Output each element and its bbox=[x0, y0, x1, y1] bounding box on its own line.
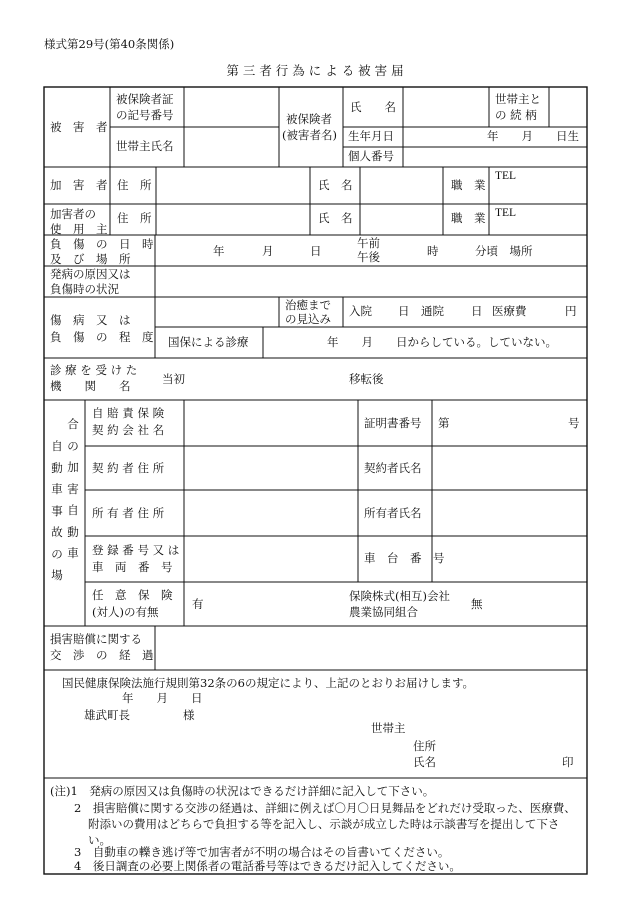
note-4: 4 後日調査の必要上関係者の電話番号等はできるだけ記入してください。 bbox=[74, 859, 461, 873]
head-name-label: 世帯主氏名 bbox=[116, 139, 174, 153]
note-2c: い。 bbox=[88, 833, 111, 847]
outpatient-day: 日 bbox=[471, 304, 483, 318]
insured-label-1: 被保険者 bbox=[286, 112, 332, 126]
negotiation-label-1: 損害賠償に関する bbox=[50, 632, 142, 646]
declaration-addressee: 雄武町長 bbox=[84, 708, 130, 722]
insurer-type-2: 農業協同組合 bbox=[349, 604, 418, 619]
page-title: 第 三 者 行 為 に よ る 被 害 届 bbox=[226, 63, 404, 78]
institution-label-2: 機 関 名 bbox=[50, 378, 131, 393]
registration-no-label bbox=[92, 542, 179, 575]
institution-label bbox=[50, 363, 137, 394]
assailant-name-field[interactable] bbox=[361, 168, 442, 203]
car-v2-2: 加 bbox=[67, 460, 79, 474]
employer-tel-label[interactable]: TEL bbox=[495, 207, 517, 219]
outpatient-label: 通院 bbox=[421, 304, 444, 318]
assailant-address-label: 住 所 bbox=[117, 178, 152, 192]
cause-label-1: 発病の原因又は bbox=[50, 267, 131, 281]
car-v2-6: 車 bbox=[67, 546, 79, 560]
employer-address-label: 住 所 bbox=[117, 211, 152, 225]
injury-hour: 時 bbox=[427, 244, 439, 258]
contractor-address-label: 契 約 者 住 所 bbox=[92, 461, 165, 475]
declaration-date[interactable]: 年 月 日 bbox=[122, 691, 203, 705]
seal-mark: 印 bbox=[562, 755, 574, 769]
victim-name-label: 氏 名 bbox=[350, 100, 396, 114]
note-3: 3 自動車の轢き逃げ等で加害者が不明の場合はその旨書いてください。 bbox=[74, 845, 450, 859]
contractor-address-field[interactable] bbox=[185, 447, 357, 489]
insurance-company-label-1: 自 賠 責 保 険 bbox=[92, 406, 165, 420]
cause-label-2: 負傷時の状況 bbox=[50, 281, 119, 296]
injury-degree-field[interactable] bbox=[156, 298, 278, 326]
personal-number-field[interactable] bbox=[404, 148, 586, 166]
birthdate-ymd[interactable]: 年 月 日生 bbox=[487, 129, 579, 143]
owner-name-field[interactable] bbox=[433, 491, 586, 535]
insurance-company-field[interactable] bbox=[185, 401, 357, 445]
certificate-suffix: 号 bbox=[568, 416, 580, 430]
householder-label: 世帯主 bbox=[371, 721, 406, 735]
chassis-no-field[interactable] bbox=[433, 537, 586, 581]
employer-label-1: 加害者の bbox=[50, 207, 96, 221]
employer-label-2: 使 用 主 bbox=[50, 221, 108, 236]
employer-address-field[interactable] bbox=[157, 205, 309, 234]
head-name-field[interactable] bbox=[185, 128, 278, 166]
insurer-type-1: 保険株式(相互)会社 bbox=[349, 589, 450, 603]
nhi-treatment-label: 国保による診療 bbox=[168, 335, 249, 349]
injury-date-label bbox=[50, 237, 154, 267]
contractor-name-field[interactable] bbox=[433, 447, 586, 489]
car-v1-5: の bbox=[51, 546, 63, 561]
injury-date-label-1: 負 傷 の 日 時 bbox=[50, 237, 154, 251]
car-v1-1: 動 bbox=[51, 460, 63, 475]
note-1: (注)1 発病の原因又は負傷時の状況はできるだけ詳細に記入して下さい。 bbox=[50, 784, 435, 798]
owner-address-field[interactable] bbox=[185, 491, 357, 535]
degree-label bbox=[50, 312, 154, 345]
cure-estimate-label-2: の見込み bbox=[285, 312, 331, 327]
car-v1-4: 故 bbox=[51, 525, 63, 539]
note-2a: 2 損害賠償に関する交渉の経過は、詳細に例えば〇月〇日見舞品をどれだけ受取った、医療費、 bbox=[74, 801, 576, 815]
relation-label-1: 世帯主と bbox=[495, 92, 541, 106]
insured-label bbox=[282, 111, 337, 143]
assailant-name-label: 氏 名 bbox=[318, 178, 353, 192]
car-v1-6: 場 bbox=[51, 568, 63, 582]
car-v2-0: 合 bbox=[67, 417, 79, 431]
form-number: 様式第29号(第40条関係) bbox=[44, 37, 175, 51]
institution-label-1: 診 療 を 受 け た bbox=[50, 363, 138, 377]
declaration-statement: 国民健康保険法施行規則第32条の6の規定により、上記のとおりお届けします。 bbox=[62, 676, 475, 690]
injury-month: 月 bbox=[262, 244, 274, 258]
certificate-no-label: 証明書番号 bbox=[364, 416, 422, 430]
insured-card-number-field[interactable] bbox=[185, 88, 278, 126]
householder-address-label: 住所 bbox=[413, 739, 436, 753]
treatment-status[interactable]: 年 月 日からしている。していない。 bbox=[327, 335, 557, 349]
cure-estimate-label bbox=[285, 298, 331, 327]
insured-card-label-2: の記号番号 bbox=[116, 108, 174, 123]
relation-label bbox=[495, 91, 541, 123]
degree-label-2: 負 傷 の 程 度 bbox=[50, 329, 154, 344]
registration-no-field[interactable] bbox=[185, 537, 357, 581]
assailant-address-field[interactable] bbox=[157, 168, 309, 203]
relation-label-2: の 続 柄 bbox=[495, 108, 537, 123]
negotiation-label-2: 交 渉 の 経 過 bbox=[50, 647, 154, 662]
inpatient-day: 日 bbox=[398, 304, 410, 318]
owner-name-label: 所有者氏名 bbox=[364, 506, 422, 520]
voluntary-insurance-label-1: 任 意 保 険 bbox=[92, 588, 173, 602]
insurer-type bbox=[349, 589, 450, 620]
employer-job-label: 職 業 bbox=[451, 211, 486, 225]
chassis-no-label: 車 台 番 号 bbox=[364, 551, 445, 565]
assailant-job-label: 職 業 bbox=[451, 178, 486, 192]
certificate-prefix: 第 bbox=[438, 416, 450, 430]
employer-label bbox=[50, 207, 108, 237]
medical-fee-label: 医療費 bbox=[492, 304, 527, 318]
note-2b: 附添いの費用はどちらで負担する等を記入し、示談が成立した時は示談書写を提出して下さ bbox=[88, 817, 560, 831]
assailant-tel-label[interactable]: TEL bbox=[495, 170, 517, 182]
car-accident-vertical-col1 bbox=[50, 436, 64, 587]
householder-name-label: 氏名 bbox=[413, 755, 436, 769]
injury-date-label-2: 及 び 場 所 bbox=[50, 251, 131, 266]
car-v2-5: 動 bbox=[67, 524, 79, 539]
registration-no-label-2: 車 両 番 号 bbox=[92, 559, 173, 574]
owner-address-label: 所 有 者 住 所 bbox=[92, 506, 165, 520]
relation-field[interactable] bbox=[550, 88, 586, 126]
injury-year: 年 bbox=[213, 244, 225, 258]
voluntary-insurance-label-2: (対人)の有無 bbox=[92, 604, 159, 619]
injury-pm[interactable]: 午後 bbox=[357, 250, 380, 264]
employer-name-label: 氏 名 bbox=[318, 211, 353, 225]
institution-first: 当初 bbox=[162, 372, 185, 386]
car-v2-1: の bbox=[67, 438, 79, 453]
registration-no-label-1: 登 録 番 号 又 は bbox=[92, 543, 180, 557]
car-accident-vertical-col2 bbox=[66, 414, 80, 565]
cause-field[interactable] bbox=[156, 267, 586, 296]
victim-label: 被 害 者 bbox=[50, 120, 108, 134]
medical-fee-yen: 円 bbox=[565, 304, 577, 318]
personal-number-label: 個人番号 bbox=[348, 149, 394, 163]
insurance-company-label-2: 契 約 会 社 名 bbox=[92, 422, 165, 437]
insured-card-label-1: 被保険者証 bbox=[116, 92, 174, 106]
institution-transfer: 移転後 bbox=[349, 372, 384, 386]
declaration-honorific: 様 bbox=[183, 708, 195, 722]
injury-am[interactable]: 午前 bbox=[357, 236, 380, 250]
negotiation-field[interactable] bbox=[156, 627, 586, 669]
inpatient-label: 入院 bbox=[349, 304, 372, 318]
victim-name-field[interactable] bbox=[404, 88, 488, 126]
voluntary-yes[interactable]: 有 bbox=[192, 597, 204, 611]
cure-estimate-label-1: 治癒まで bbox=[285, 298, 331, 312]
contractor-name-label: 契約者氏名 bbox=[364, 461, 422, 475]
birthdate-label: 生年月日 bbox=[348, 129, 394, 143]
injury-minute-place: 分頃 場所 bbox=[475, 244, 533, 258]
employer-name-field[interactable] bbox=[361, 205, 442, 234]
voluntary-insurance-label bbox=[92, 587, 173, 620]
injury-day: 日 bbox=[310, 244, 322, 258]
negotiation-label bbox=[50, 632, 154, 663]
insurance-company-label bbox=[92, 405, 164, 438]
car-v1-3: 事 bbox=[51, 503, 63, 518]
car-v2-4: 自 bbox=[67, 503, 79, 517]
car-v1-0: 自 bbox=[51, 439, 63, 453]
car-v1-2: 車 bbox=[51, 482, 63, 496]
insured-label-2: (被害者名) bbox=[282, 128, 337, 143]
cause-label bbox=[50, 267, 131, 297]
voluntary-no[interactable]: 無 bbox=[471, 597, 483, 611]
car-v2-3: 害 bbox=[67, 481, 79, 496]
degree-label-1: 傷 病 又 は bbox=[50, 313, 131, 327]
assailant-label: 加 害 者 bbox=[50, 178, 108, 192]
insured-card-label bbox=[116, 91, 174, 123]
